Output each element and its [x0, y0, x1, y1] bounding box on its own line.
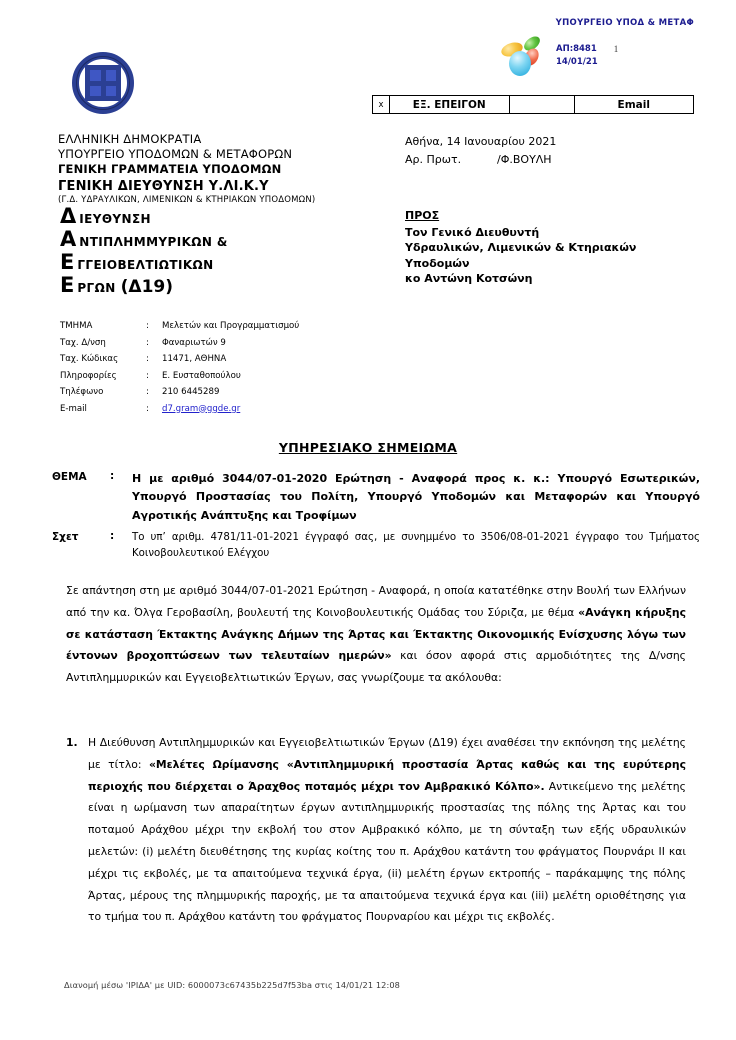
- letterhead-line-parenthetical: (Γ.Δ. ΥΔΡΑΥΛΙΚΩΝ, ΛΙΜΕΝΙΚΩΝ & ΚΤΗΡΙΑΚΩΝ ΥΠΟΔΟΜΩΝ): [58, 194, 316, 205]
- recipient-line-infrastructure: Υποδομών: [405, 256, 470, 270]
- contact-value: 11471, ΑΘΗΝΑ: [162, 354, 227, 364]
- recipient-block: [405, 208, 695, 287]
- department-word: ΙΕΥΘΥΝΣΗ: [79, 212, 151, 226]
- department-line: [60, 229, 380, 250]
- protocol-value: /Φ.ΒΟΥΛΗ: [497, 153, 552, 167]
- urgency-flag-table: [372, 95, 694, 114]
- ministry-stamp-header: [488, 18, 698, 78]
- contact-label: ΤΜΗΜΑ: [60, 321, 93, 331]
- contact-row-email: [60, 401, 370, 418]
- recipient-line-name: κο Αντώνη Κοτσώνη: [405, 272, 533, 286]
- contact-row-department: [60, 318, 370, 335]
- subject-field: [52, 470, 700, 525]
- recipient-heading: ΠΡΟΣ: [405, 209, 440, 222]
- item1-study-title: «Μελέτες Ωρίμανσης «Αντιπλημμυρική προστασία Άρτας καθώς και της ευρύτερης περιοχής που διέρχεται ο Άραχθος ποταμός μέχρι τον Αμβρακικό Κόλπο».: [88, 757, 686, 793]
- letterhead-line-ministry: ΥΠΟΥΡΓΕΙΟ ΥΠΟΔΟΜΩΝ & ΜΕΤΑΦΟΡΩΝ: [58, 147, 293, 162]
- contact-colon: :: [146, 354, 149, 364]
- page-number: 1: [613, 44, 619, 54]
- recipient-line-division: Υδραυλικών, Λιμενικών & Κτηριακών: [405, 241, 637, 255]
- relevant-label: Σχετ: [52, 531, 79, 543]
- contact-colon: :: [146, 337, 149, 348]
- subject-row: [52, 470, 700, 525]
- department-word: ΝΤΙΠΛΗΜΜΥΡΙΚΩΝ &: [79, 235, 228, 249]
- protocol-label: Αρ. Πρωτ.: [405, 153, 462, 167]
- department-line: [60, 206, 380, 227]
- department-dropcap: Δ: [60, 204, 77, 228]
- urgent-checkbox-mark[interactable]: x: [373, 96, 390, 114]
- relevant-row: [52, 530, 700, 562]
- email-checkbox-cell[interactable]: [509, 96, 574, 114]
- department-title-block: [60, 206, 380, 299]
- relevant-colon: :: [110, 530, 115, 542]
- department-dropcap: Α: [60, 227, 77, 251]
- intro-paragraph: [66, 580, 686, 689]
- department-dropcap: Ε: [60, 273, 75, 297]
- contact-label: Πληροφορίες: [60, 370, 117, 381]
- stamp-protocol-date: 14/01/21: [556, 57, 598, 67]
- city-date-row: [405, 133, 556, 151]
- contact-label: E-mail: [60, 403, 87, 414]
- stamp-ministry-label: ΥΠΟΥΡΓΕΙΟ ΥΠΟΔ & ΜΕΤΑΦ: [555, 18, 694, 28]
- contact-label: Ταχ. Κώδικας: [60, 354, 119, 364]
- list-item: [66, 732, 686, 928]
- recipient-line-title: Τον Γενικό Διευθυντή: [405, 225, 540, 239]
- emblem-quadrant: [90, 70, 101, 81]
- stamp-protocol-block: [556, 43, 598, 69]
- contact-colon: :: [146, 370, 149, 381]
- contact-label: Ταχ. Δ/νση: [60, 337, 106, 348]
- letterhead-line-republic: ΕΛΛΗΝΙΚΗ ΔΗΜΟΚΡΑΤΙΑ: [58, 132, 202, 146]
- stamp-protocol-number: ΑΠ:8481: [556, 43, 597, 54]
- emblem-cross-shield: [85, 65, 121, 101]
- list-item-number: 1.: [66, 736, 78, 749]
- letterhead-line-secretariat: ΓΕΝΙΚΗ ΓΡΑΜΜΑΤΕΙΑ ΥΠΟΔΟΜΩΝ: [58, 162, 282, 177]
- list-item-text: [88, 732, 686, 928]
- contact-details-block: [60, 318, 370, 417]
- ministry-droplet-logo-icon: [500, 34, 546, 78]
- page-title: ΥΠΗΡΕΣΙΑΚΟ ΣΗΜΕΙΩΜΑ: [278, 440, 458, 455]
- urgent-label-cell: ΕΞ. ΕΠΕΙΓΟΝ: [390, 96, 510, 114]
- department-word: ΡΓΩΝ: [77, 281, 116, 295]
- email-label-cell: Email: [574, 96, 694, 114]
- contact-row-information: [60, 368, 370, 385]
- contact-colon: :: [146, 321, 149, 331]
- relevant-text: Το υπ’ αριθμ. 4781/11-01-2021 έγγραφό σας, με συνημμένο το 3506/08-01-2021 έγγραφο του Τμήματος Κοινοβουλευτικού Ελέγχου: [132, 532, 700, 559]
- letterhead-line-general-directorate: ΓΕΝΙΚΗ ΔΙΕΥΘΥΝΣΗ Υ.ΛΙ.Κ.Υ: [58, 178, 269, 194]
- stamp-logo-row: [488, 34, 698, 78]
- hellenic-republic-emblem-icon: [72, 52, 134, 114]
- city-date: Αθήνα, 14 Ιανουαρίου 2021: [405, 135, 557, 148]
- protocol-row: [405, 151, 556, 169]
- emblem-quadrant: [106, 86, 117, 97]
- contact-colon: :: [146, 403, 149, 414]
- table-row: [373, 96, 694, 114]
- intro-text-part1: Σε απάντηση στη με αριθμό 3044/07-01-2021 Ερώτηση - Αναφορά, η οποία κατατέθηκε στην Βουλή των Ελλήνων από την κα. Όλγα Γεροβασίλη, βουλευτή της Κοινοβουλευτικής Ομάδας του Σύριζα, με θέμα: [66, 584, 686, 619]
- intro-text-part2: και όσον αφορά στις αρμοδιότητες της Δ/νσης Αντιπλημμυρικών και Εγγειοβελτιωτικών Έργων, σας γνωρίζουμε τα ακόλουθα:: [66, 649, 686, 685]
- email-link[interactable]: d7.gram@ggde.gr: [162, 403, 241, 414]
- emblem-quadrant: [90, 86, 101, 97]
- distribution-footer: Διανομή μέσω 'ΙΡΙΔΑ' με UID: 6000073c67435b225d7f53ba στις 14/01/21 12:08: [64, 980, 400, 990]
- contact-value: Μελετών και Προγραμματισμού: [162, 321, 300, 331]
- item1-text-part2: Αντικείμενο της μελέτης είναι η ωρίμανση των απαραίτητων έργων αντιπλημμυρικής προστασίας της πόλης της Άρτας και του ποταμού Αράχθου μέχρι την εκβολή του στον Αμβρακικό κόλπο, με τη σύνταξη των εξής υδραυλικών μελετών: (i) μελέτη διευθέτησης της κυρίας κοίτης του π. Αράχθου κατάντη του φράγματος Πουρνάρι ΙΙ και μέχρι τις εκβολές, με τα απαιτούμενα τεχνικά έργα, (ii) μελέτη έργων εκτροπής – παράκαμψης της πόλης Άρτας, μέρους της πλημμυρικής παροχής, με τα απαιτούμενα τεχνικά έργα και (iii) μελέτη οριοθέτησης για το τμήμα του π. Αράχθου κατάντη του φράγματος Πουρναρίου και μέχρι τις εκβολές.: [88, 779, 686, 924]
- intro-text-emphasis: «Ανάγκη κήρυξης σε κατάσταση Έκτακτης Ανάγκης Δήμων της Άρτας και Έκτακτης Οικονομικής Ενίσχυσης λόγω των έντονων βροχοπτώσεων των τελευταίων ημερών»: [66, 605, 686, 663]
- contact-label: Τηλέφωνο: [60, 387, 104, 397]
- logo-water-drop-icon: [509, 51, 531, 76]
- contact-row-telephone: [60, 384, 370, 401]
- contact-colon: :: [146, 387, 149, 397]
- department-line: [60, 252, 380, 273]
- emblem-quadrant: [106, 70, 117, 81]
- department-dropcap: Ε: [60, 250, 75, 274]
- date-protocol-block: [405, 133, 556, 169]
- contact-value-email: [162, 401, 370, 418]
- contact-value: 210 6445289: [162, 387, 220, 397]
- contact-value: Φαναριωτών 9: [162, 337, 226, 348]
- department-word: ΓΓΕΙΟΒΕΛΤΙΩΤΙΚΩΝ: [77, 258, 214, 272]
- department-line: [60, 275, 380, 297]
- subject-label: ΘΕΜΑ: [52, 471, 87, 483]
- contact-value: Ε. Ευσταθοπούλου: [162, 370, 241, 381]
- subject-colon: :: [110, 470, 115, 482]
- subject-text: Η με αριθμό 3044/07-01-2020 Ερώτηση - Αναφορά προς κ. κ.: Υπουργό Εσωτερικών, Υπουργό Προστασίας του Πολίτη, Υπουργό Υποδομών και Μεταφορών και Υπουργό Αγροτικής Ανάπτυξης και Τροφίμων: [132, 472, 700, 522]
- item1-text-part1: Η Διεύθυνση Αντιπλημμυρικών και Εγγειοβελτιωτικών Έργων (Δ19) έχει αναθέσει την εκπόνηση της μελέτης με τίτλο:: [88, 736, 686, 771]
- contact-row-address: [60, 335, 370, 352]
- letterhead-block: [58, 132, 388, 206]
- contact-row-postcode: [60, 351, 370, 368]
- department-code: (Δ19): [120, 277, 174, 297]
- relevant-field: [52, 530, 700, 562]
